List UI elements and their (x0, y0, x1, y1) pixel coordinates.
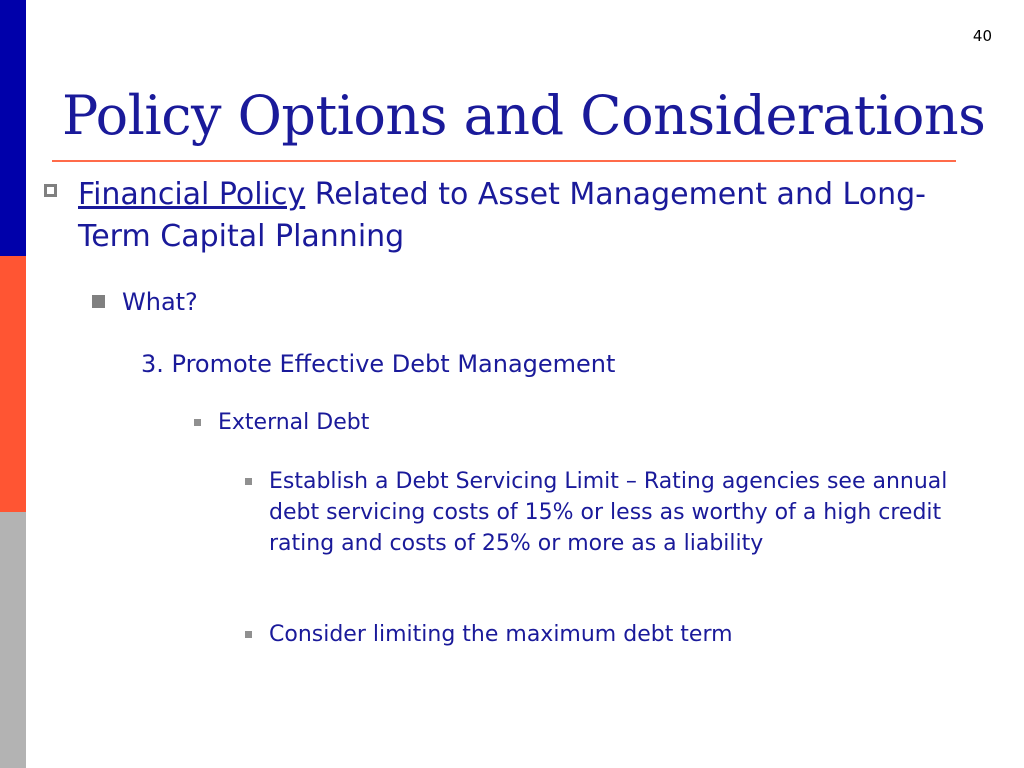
hollow-square-bullet-icon (44, 184, 57, 197)
sub-bullet (245, 619, 995, 650)
slide-title: Policy Options and Considerations (62, 84, 986, 147)
left-accent-bar-orange (0, 256, 26, 512)
left-accent-bar-blue (0, 0, 26, 256)
small-square-bullet-icon (245, 478, 252, 485)
sub-bullet-text: Establish a Debt Servicing Limit – Rating agencies see annual debt servicing costs of 15% or less as worthy of a high credit rating and costs of 25% or more as a liability (269, 469, 948, 556)
bullet-level-1-text (78, 174, 984, 258)
bullet-level-3 (194, 407, 369, 439)
page-number: 40 (972, 27, 992, 45)
small-square-bullet-icon (245, 631, 252, 638)
bullet-level-1-rest: Related to Asset Management and Long-Term Capital Planning (78, 177, 926, 254)
financial-policy-link: Financial Policy (78, 177, 306, 212)
filled-square-bullet-icon (92, 295, 105, 308)
title-divider (52, 160, 956, 162)
left-accent-bar-gray (0, 512, 26, 768)
small-square-bullet-icon (194, 419, 201, 426)
bullet-level-2-text: What? (122, 288, 198, 316)
bullet-level-1 (44, 174, 984, 258)
bullet-level-3-text: External Debt (218, 410, 370, 435)
sub-bullet (245, 466, 995, 559)
sub-bullet-text: Consider limiting the maximum debt term (269, 622, 733, 647)
numbered-item: 3. Promote Effective Debt Management (141, 350, 616, 378)
bullet-level-2 (92, 285, 198, 319)
